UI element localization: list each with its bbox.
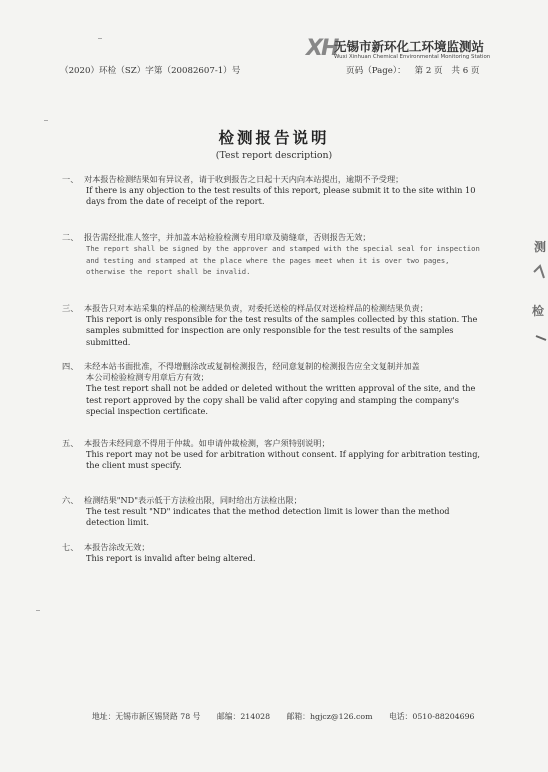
scan-speck [36, 610, 40, 611]
org-name-en: Wuxi Xinhuan Chemical Environmental Monitoring Station [334, 54, 491, 60]
logo-mark: XH [306, 36, 338, 61]
seal-fragment-1: 测 [534, 240, 547, 254]
clause-1 [62, 174, 486, 208]
seam-seal-fragment [528, 236, 548, 348]
scan-speck [44, 120, 48, 121]
clause-4 [62, 361, 486, 417]
clause-text-cn: 未经本站书面批准，不得增删涂改或复制检测报告，经同意复制的检测报告应全文复制并加盖 [84, 361, 420, 371]
document-number: （2020）环检（SZ）字第（20082607-1）号 [60, 66, 241, 76]
clause-text-en: The test result "ND" indicates that the method detection limit is lower than the method detection limit. [86, 506, 450, 528]
clause-6 [62, 495, 486, 529]
clause-text-en: The test report shall not be added or deleted without the written approval of the site, and the test report approved by the copy shall be valid after copying and stamping the company's special inspection certificate. [86, 383, 476, 416]
clause-text-cn: 本报告涂改无效； [84, 542, 150, 552]
seal-marks [528, 236, 548, 348]
clause-number: 一、 [62, 174, 79, 184]
clause-2 [62, 232, 486, 278]
seal-fragment-2: 检 [532, 304, 545, 318]
clause-7 [62, 542, 486, 564]
clause-text-en: This report may not be used for arbitration without consent. If applying for arbitration testing, the client must specify. [86, 449, 481, 471]
page-title: 检测报告说明 [218, 129, 330, 147]
page-label: 页码（Page）： [346, 66, 406, 76]
clause-text-cn: 检测结果"ND"表示低于方法检出限，同时给出方法检出限； [84, 495, 302, 505]
footer-phone: 电话：0510-88204696 [388, 712, 475, 721]
clause-5 [62, 438, 486, 472]
page-current: 第 2 页 [414, 66, 443, 76]
page-total: 共 6 页 [451, 66, 480, 76]
page-subtitle: (Test report description) [215, 150, 333, 161]
clause-text-cn: 对本报告检测结果如有异议者，请于收到报告之日起十天内向本站提出，逾期不予受理； [84, 174, 404, 184]
clause-text-cn: 本报告只对本站采集的样品的检测结果负责，对委托送检的样品仅对送检样品的检测结果负责； [84, 303, 428, 313]
clause-text-en: The report shall be signed by the approver and stamped with the special seal for inspection and testing and stamped at the place where the pages meet when it is over two pages, otherwise the report shall be invalid. [86, 244, 480, 277]
clause-number: 七、 [62, 542, 79, 552]
footer-email: 邮箱：hgjcz@126.com [286, 712, 373, 721]
page-info [346, 64, 486, 76]
footer-postcode: 邮编：214028 [216, 712, 271, 721]
footer-contact [92, 711, 489, 722]
clause-text-cn: 本报告未经同意不得用于仲裁。如申请仲裁检测，客户须特别说明； [84, 438, 330, 448]
clause-number: 四、 [62, 361, 79, 371]
clause-text-en: If there is any objection to the test results of this report, please submit it to the site within 10 days from the date of receipt of the report. [86, 185, 476, 207]
clause-text-en: This report is invalid after being altered. [86, 553, 256, 564]
clause-number: 五、 [62, 438, 79, 448]
clause-text-cn: 报告需经批准人签字，并加盖本站检验检测专用印章及骑缝章，否则报告无效； [84, 232, 371, 242]
footer-address: 地址：无锡市新区锡贤路 78 号 [92, 712, 201, 721]
clause-number: 六、 [62, 495, 79, 505]
scan-speck [98, 38, 102, 39]
clause-number: 三、 [62, 303, 79, 313]
station-logo [306, 36, 506, 66]
clause-text-en: This report is only responsible for the test results of the samples collected by this station. The samples submitted for inspection are only responsible for the test results of the samples submitted. [86, 314, 478, 347]
clause-3 [62, 303, 486, 348]
clause-text-cn-continued: 本公司检验检测专用章后方有效； [86, 372, 209, 383]
org-name-cn: 无锡市新环化工环境监测站 [334, 39, 485, 54]
clause-number: 二、 [62, 232, 79, 242]
